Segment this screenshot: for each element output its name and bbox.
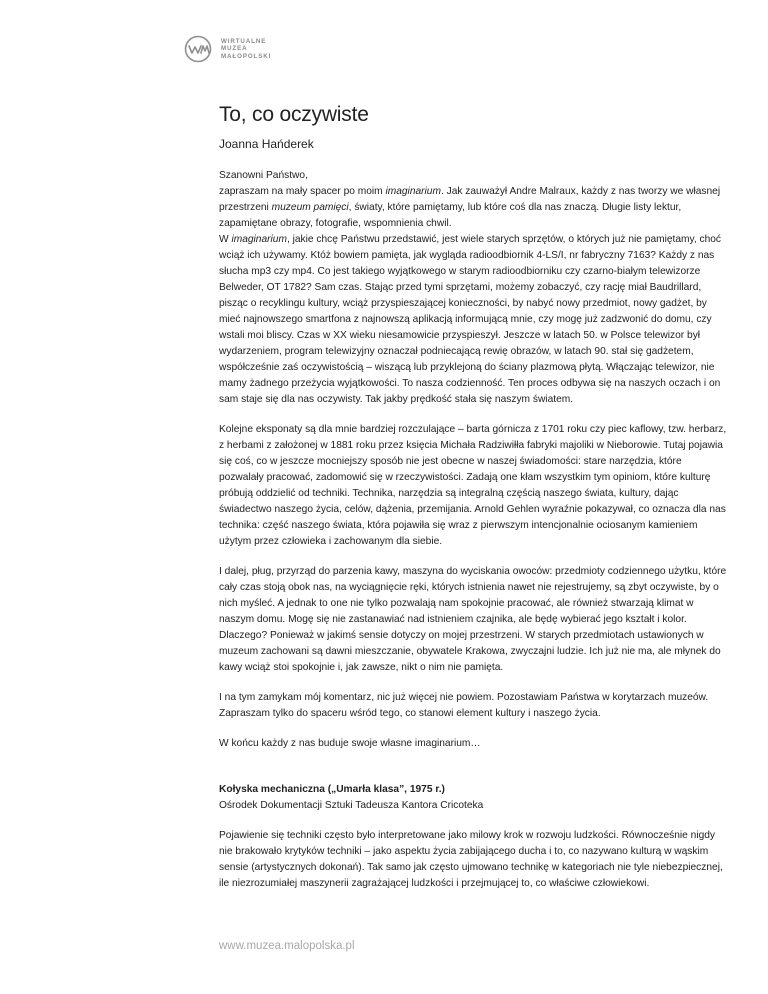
p2-text-b: , jakie chcę Państwu przedstawić, jest wiele starych sprzętów, o których już nie pamiętamy, choć wciąż ich używamy. Któż bowiem pamięta, jak wygląda radioodbiornik 4-LS/I, nr fabryczny 7163? Każdy z nas słucha mp3 czy mp4. Co jest takiego wyjątkowego w starym radioodbiorniku czy czarno-białym telewizorze Belweder, OT 1782? Sam czas. Stając przed tymi sprzętami, możemy zobaczyć, czy rację miał Baudrillard, pisząc o recyklingu kultury, wciąż przyspieszającej konieczności, by nabyć nowy przedmiot, nowy gadżet, by mieć najnowszego smartfona z najnowszą aplikacją informującą mnie, czy mogę już zadzwonić do domu, czy wstali moi bliscy. Czas w XX wieku niesamowicie przyspieszył. Jeszcze w latach 50. w Polsce telewizor był wydarzeniem, program telewizyjny oznaczał podniecającą rewię obrazów, w latach 90. stał się gadżetem, współcześnie zaś oczywistością – wiszącą lub przyklejoną do ściany plazmową płytą. Włączając telewizor, nie mamy żadnego przeżycia wyjątkowości. To nasza codzienność. Ten proces odbywa się na naszych oczach i on sam staje się dla nas oczywisty. Tak jakby prędkość stała się naszym światem. (219, 234, 722, 405)
footer-url: www.muzea.malopolska.pl (219, 940, 355, 952)
p2-text-a: W (219, 234, 232, 245)
p1-em-b: muzeum pamięci (271, 202, 349, 213)
logo (183, 34, 271, 64)
paragraph-4: I dalej, pług, przyrząd do parzenia kawy, maszyna do wyciskania owoców: przedmioty codziennego użytku, które cały czas stoją obok nas, na wyciągnięcie ręki, których istnienia nawet nie rejestrujemy, są zbyt oczywiste, by o nich myśleć. A jednak to one nie tylko pozwalają nam spokojnie pracować, ale również stwarzają klimat w naszym domu. Mogę się nie zastanawiać nad istnieniem czajnika, ale będę wybierać jego kształt i kolor. Dlaczego? Ponieważ w jakimś sensie dotyczy on mojej przestrzeni. W starych przedmiotach ustawionych w muzeum zachowani są dawni mieszczanie, obywatele Krakowa, zwyczajni ludzie. Ich już nie ma, ale młynek do kawy wciąż stoi spokojnie i, jak zawsze, nikt o nim nie pamięta. (219, 566, 727, 673)
wm-logo-icon (183, 34, 213, 64)
paragraph-6: W końcu każdy z nas buduje swoje własne imaginarium… (219, 738, 481, 749)
author-name: Joanna Hańderek (219, 137, 314, 151)
article-body (219, 168, 729, 906)
logo-line-1: WIRTUALNE (221, 37, 267, 45)
paragraph-5: I na tym zamykam mój komentarz, nic już więcej nie powiem. Pozostawiam Państwa w korytarzach muzeów. Zapraszam tylko do spaceru wśród tego, co stanowi element kultury i naszego życia. (219, 692, 709, 719)
p1-text-a: zapraszam na mały spacer po moim (219, 186, 386, 197)
logo-text (221, 38, 271, 60)
item-source: Ośrodek Dokumentacji Sztuki Tadeusza Kantora Cricoteka (219, 800, 484, 811)
p2-em-a: imaginarium (231, 234, 287, 245)
paragraph-3: Kolejne eksponaty są dla mnie bardziej rozczulające – barta górnicza z 1701 roku czy piec kaflowy, tzw. herbarz, z herbami z założonej w 1881 roku przez księcia Michała Radziwiłła fabryki majoliki w Nieborowie. Tutaj pojawia się coś, co w jeszcze mocniejszy sposób nie jest obecne w naszej świadomości: stare narzędzia, które pozwalały pracować, zadomowić się w rzeczywistości. Zadają one kłam wszystkim tym opiniom, które kulturę próbują oddzielić od techniki. Technika, narzędzia są integralną częścią naszego świata, kultury, dając świadectwo naszego życia, celów, dążenia, przemijania. Arnold Gehlen wyraźnie pokazywał, co oznacza dla nas technika: część naszego świata, która pojawiła się wraz z pierwszym intencjonalnie ociosanym kamieniem użytym przez człowieka i zachowanym dla siebie. (219, 424, 727, 547)
paragraph-1 (219, 184, 729, 232)
salutation: Szanowni Państwo, (219, 170, 308, 181)
p1-em-a: imaginarium (385, 186, 441, 197)
item-description: Pojawienie się techniki często było interpretowane jako milowy krok w rozwoju ludzkości. Równocześnie nigdy nie brakowało krytyków techniki – jako aspektu życia zabijającego ducha i to, co nazywano kulturą w wąskim sensie (artystycznych dokonań). Tak samo jak często ujmowano technikę w kategoriach nie tyle niebezpiecznej, ile niezrozumiałej maszynerii zagrażającej ludzkości i przejmującej to, co właściwe człowiekowi. (219, 830, 723, 889)
p1-text-b: . Jak zauważył Andre Malraux, każdy z nas tworzy we własnej przestrzeni (219, 186, 721, 213)
logo-line-3: MAŁOPOLSKI (221, 52, 272, 60)
item-title: Kołyska mechaniczna („Umarła klasa”, 1975 r.) (219, 784, 445, 795)
page-title: To, co oczywiste (219, 103, 369, 126)
paragraph-2 (219, 232, 729, 408)
p1-text-c: , światy, które pamiętamy, lub które coś dla nas znaczą. Długie listy lektur, zapamiętane obrazy, fotografie, wspomnienia chwil. (219, 202, 682, 229)
logo-line-2: MUZEA (221, 45, 248, 53)
